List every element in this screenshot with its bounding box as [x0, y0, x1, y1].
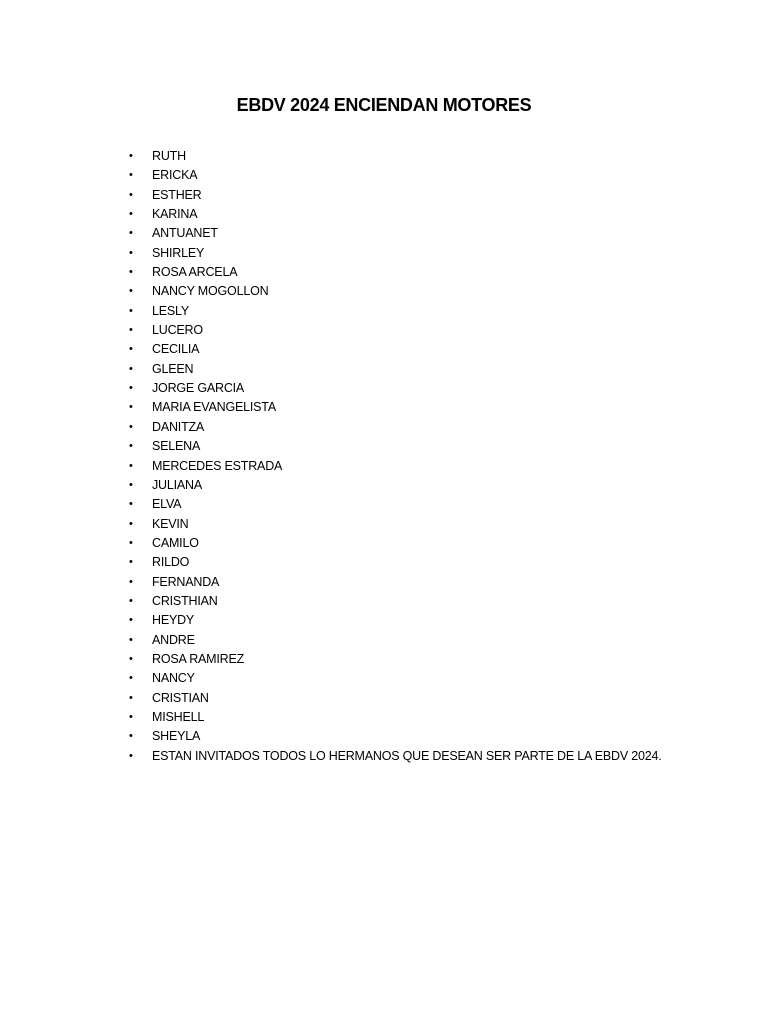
list-item-text: MERCEDES ESTRADA [152, 458, 283, 473]
list-item-text: NANCY MOGOLLON [152, 284, 269, 299]
bullet-icon: • [129, 459, 133, 472]
bullet-icon: • [129, 749, 133, 762]
list-item-text: ROSA ARCELA [152, 265, 238, 280]
list-item-text: LUCERO [152, 323, 203, 338]
list-item [127, 689, 662, 708]
list-item [127, 224, 662, 243]
list-item [127, 669, 662, 688]
list-item-text: ERICKA [152, 168, 198, 183]
list-item-text: LESLY [152, 303, 189, 318]
bullet-icon: • [129, 169, 133, 182]
bullet-icon: • [129, 362, 133, 375]
list-item-text: DANITZA [152, 419, 205, 434]
list-item-text: ANTUANET [152, 226, 218, 241]
bullet-icon: • [129, 246, 133, 259]
list-item-text: SHIRLEY [152, 245, 205, 260]
bullet-icon: • [129, 730, 133, 743]
bullet-icon: • [129, 188, 133, 201]
list-item [127, 592, 662, 611]
list-item [127, 418, 662, 437]
bullet-icon: • [129, 227, 133, 240]
bullet-icon: • [129, 208, 133, 221]
bullet-icon: • [129, 401, 133, 414]
list-item [127, 611, 662, 630]
list-item-text: NANCY [152, 671, 195, 686]
attendee-list [127, 147, 662, 766]
list-item-text: ROSA RAMIREZ [152, 651, 245, 666]
bullet-icon: • [129, 633, 133, 646]
list-item [127, 747, 662, 766]
list-item [127, 708, 662, 727]
list-item-text: ESTAN INVITADOS TODOS LO HERMANOS QUE DESEAN SER PARTE DE LA EBDV 2024. [152, 748, 662, 763]
list-item-text: CRISTHIAN [152, 593, 218, 608]
bullet-icon: • [129, 324, 133, 337]
list-item [127, 631, 662, 650]
list-item-text: JULIANA [152, 477, 203, 492]
list-item [127, 495, 662, 514]
list-item [127, 186, 662, 205]
bullet-icon: • [129, 517, 133, 530]
list-item-text: RUTH [152, 149, 186, 163]
list-item-text: SHEYLA [152, 729, 201, 744]
list-item [127, 650, 662, 669]
list-item [127, 302, 662, 321]
list-item [127, 379, 662, 398]
list-item [127, 263, 662, 282]
bullet-icon: • [129, 652, 133, 665]
bullet-icon: • [129, 594, 133, 607]
list-item [127, 340, 662, 359]
list-item-text: MISHELL [152, 709, 205, 724]
bullet-icon: • [129, 420, 133, 433]
bullet-icon: • [129, 575, 133, 588]
bullet-icon: • [129, 691, 133, 704]
list-item-text: CAMILO [152, 535, 199, 550]
bullet-icon: • [129, 266, 133, 279]
list-item-text: MARIA EVANGELISTA [152, 400, 276, 415]
list-item [127, 534, 662, 553]
list-item [127, 457, 662, 476]
list-item-text: GLEEN [152, 361, 194, 376]
bullet-icon: • [129, 672, 133, 685]
list-item-text: ANDRE [152, 632, 195, 647]
list-item [127, 205, 662, 224]
list-item [127, 727, 662, 746]
list-item-text: ELVA [152, 497, 182, 512]
list-item [127, 321, 662, 340]
list-item-text: FERNANDA [152, 574, 220, 589]
bullet-icon: • [129, 382, 133, 395]
list-item [127, 476, 662, 495]
bullet-icon: • [129, 614, 133, 627]
list-item [127, 437, 662, 456]
list-item [127, 147, 662, 166]
list-item-text: RILDO [152, 555, 190, 570]
list-item-text: JORGE GARCIA [152, 381, 245, 396]
bullet-icon: • [129, 498, 133, 511]
list-item-text: KEVIN [152, 516, 189, 531]
list-item [127, 282, 662, 301]
bullet-icon: • [129, 556, 133, 569]
list-item-text: SELENA [152, 439, 201, 454]
bullet-icon: • [129, 536, 133, 549]
bullet-icon: • [129, 710, 133, 723]
list-item-text: CRISTIAN [152, 690, 209, 705]
list-item-text: ESTHER [152, 187, 202, 202]
bullet-icon: • [129, 440, 133, 453]
list-item [127, 515, 662, 534]
list-item [127, 398, 662, 417]
bullet-icon: • [129, 304, 133, 317]
list-item-text: HEYDY [152, 613, 195, 628]
bullet-icon: • [129, 478, 133, 491]
list-item-text: KARINA [152, 207, 198, 222]
bullet-icon: • [129, 343, 133, 356]
list-item [127, 553, 662, 572]
list-item [127, 244, 662, 263]
list-item [127, 360, 662, 379]
list-item-text: CECILIA [152, 342, 200, 357]
list-item [127, 166, 662, 185]
list-item [127, 573, 662, 592]
bullet-icon: • [129, 150, 133, 162]
document-title: EBDV 2024 ENCIENDAN MOTORES [236, 95, 532, 115]
bullet-icon: • [129, 285, 133, 298]
